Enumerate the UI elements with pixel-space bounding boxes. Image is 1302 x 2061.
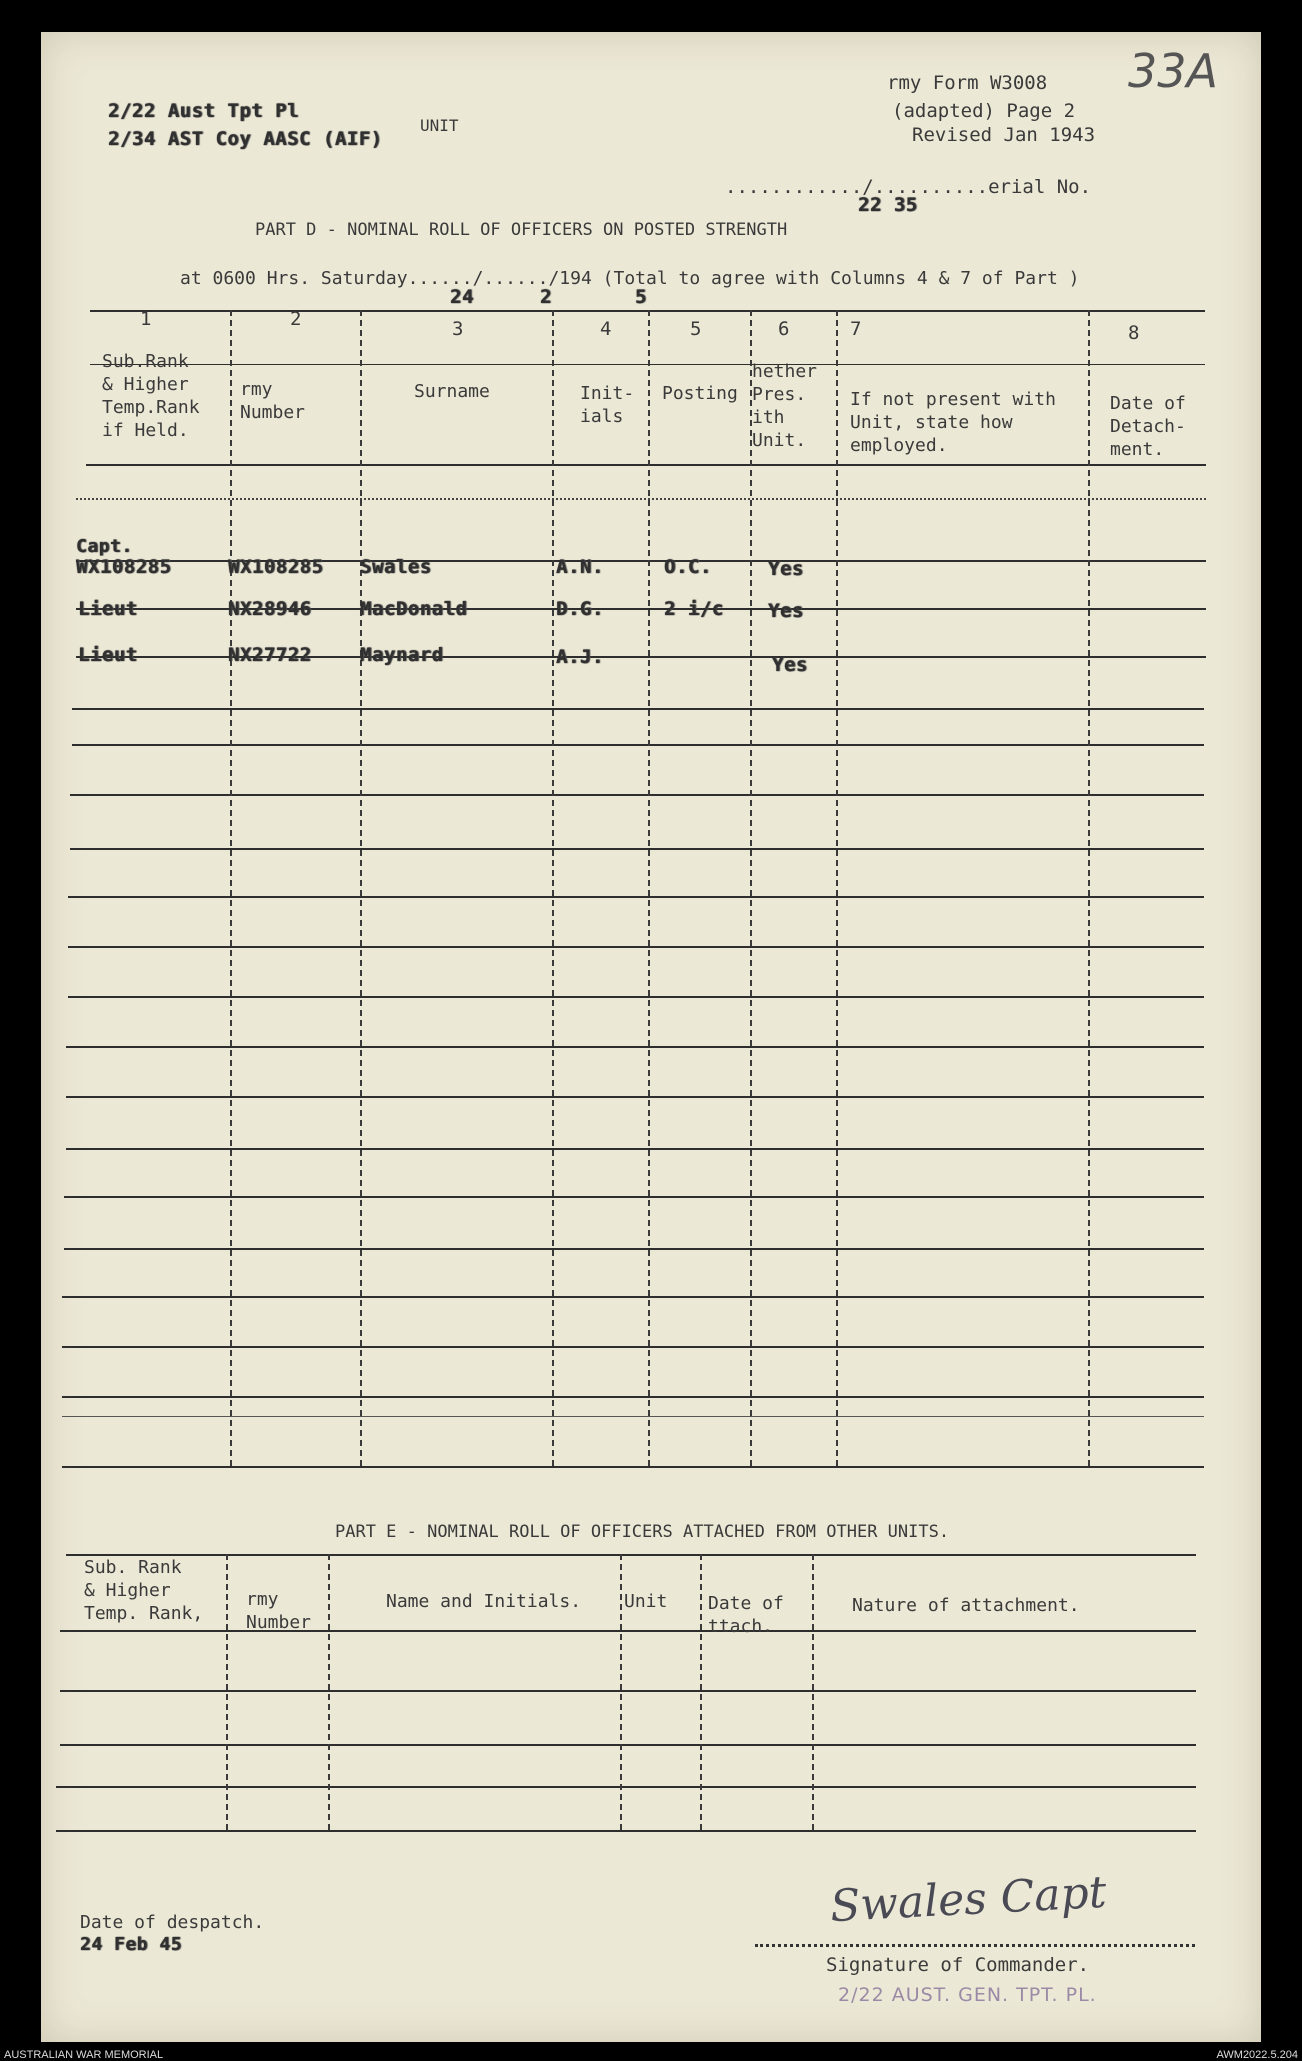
header-employment: If not present with Unit, state how employed. xyxy=(850,389,1056,456)
column-number: 7 xyxy=(850,318,862,340)
table-row-initials: A.N. xyxy=(556,556,604,578)
table-line xyxy=(62,1396,1204,1398)
table-row-initials: A.J. xyxy=(556,646,604,668)
unit-line1: 2/22 Aust Tpt Pl xyxy=(108,100,300,122)
table-line xyxy=(86,464,1206,466)
footer-right: AWM2022.5.204 xyxy=(1216,2049,1298,2061)
table-line xyxy=(66,1554,1196,1556)
table-column-line xyxy=(620,1554,622,1830)
table-line xyxy=(64,1196,1204,1198)
table-row-surname: Swales xyxy=(360,556,432,578)
table-column-line xyxy=(836,310,838,1466)
table-line xyxy=(62,1296,1204,1298)
column-number: 2 xyxy=(290,308,302,330)
table-row-rank: Lieut xyxy=(78,644,138,666)
unit-line2: 2/34 AST Coy AASC (AIF) xyxy=(108,128,383,150)
table-line xyxy=(68,896,1204,898)
table-column-line xyxy=(812,1554,814,1830)
table-row-initials: D.G. xyxy=(556,598,604,620)
table-line xyxy=(60,1690,1196,1692)
column-number: 6 xyxy=(778,318,790,340)
table-column-line xyxy=(360,310,362,1466)
table-row-surname: Maynard xyxy=(360,644,444,666)
column-number: 1 xyxy=(140,308,152,330)
column-number: 5 xyxy=(690,318,702,340)
signature-label: Signature of Commander. xyxy=(826,1954,1090,1976)
table-row-present: Yes xyxy=(772,654,808,676)
header-present: hether Pres. ith Unit. xyxy=(752,361,818,451)
table-line xyxy=(60,1744,1196,1746)
date-year: 5 xyxy=(635,286,647,308)
table-line xyxy=(68,946,1204,948)
table-line xyxy=(62,1466,1204,1468)
table-row-posting: 2 i/c xyxy=(664,598,724,620)
part-e-header-army-number: rmy Number xyxy=(246,1589,312,1633)
part-e-header-rank: Sub. Rank & Higher Temp. Rank, xyxy=(84,1557,204,1624)
header-surname: Surname xyxy=(414,381,490,402)
despatch-label: Date of despatch. xyxy=(80,1912,265,1933)
table-column-line xyxy=(552,310,554,1466)
table-line xyxy=(68,996,1204,998)
header-initials: Init- ials xyxy=(580,383,635,427)
header-rank: Sub.Rank & Higher Temp.Rank if Held. xyxy=(102,351,200,441)
table-column-line xyxy=(226,1554,228,1830)
column-number: 4 xyxy=(600,318,612,340)
table-column-line xyxy=(230,310,232,1466)
date-day: 24 xyxy=(450,286,474,308)
table-column-line xyxy=(648,310,650,1466)
table-line xyxy=(70,848,1204,850)
signature-line xyxy=(755,1944,1195,1947)
table-line xyxy=(60,1630,1196,1632)
archive-number: 33A xyxy=(1128,44,1219,98)
part-e-header-attach-date: Date of ttach. xyxy=(708,1593,784,1637)
footer-left: AUSTRALIAN WAR MEMORIAL xyxy=(4,2049,164,2061)
table-column-line xyxy=(328,1554,330,1830)
table-row-surname: MacDonald xyxy=(360,598,468,620)
part-e-title: PART E - NOMINAL ROLL OF OFFICERS ATTACHED FROM OTHER UNITS. xyxy=(335,1522,950,1542)
table-row-present: Yes xyxy=(768,558,804,580)
table-line xyxy=(66,1148,1204,1150)
table-line xyxy=(66,1046,1204,1048)
signature-scrawl: Swales Capt xyxy=(828,1866,1108,1933)
serial-number-value: 22 35 xyxy=(858,194,918,216)
column-number: 8 xyxy=(1128,322,1140,344)
table-line xyxy=(72,708,1204,710)
table-row-rank: WX108285 xyxy=(76,556,172,578)
table-column-line xyxy=(750,310,752,1466)
despatch-date: 24 Feb 45 xyxy=(80,1934,183,1955)
header-army-number: rmy Number xyxy=(240,379,306,423)
form-reference-line1: rmy Form W3008 xyxy=(887,72,1048,94)
header-posting: Posting xyxy=(662,383,738,404)
table-line xyxy=(76,498,1206,501)
table-row-posting: O.C. xyxy=(664,556,712,578)
table-column-line xyxy=(1088,310,1090,1466)
table-line xyxy=(66,1096,1204,1098)
table-line xyxy=(62,1416,1204,1417)
unit-stamp: 2/22 AUST. GEN. TPT. PL. xyxy=(838,1984,1097,2006)
column-number: 3 xyxy=(452,318,464,340)
part-e-header-unit: Unit xyxy=(624,1591,668,1612)
part-d-subtitle: at 0600 Hrs. Saturday....../....../194 (Total to agree with Columns 4 & 7 of Part ) xyxy=(180,268,1080,289)
table-column-line xyxy=(700,1554,702,1830)
table-row-rank: Lieut xyxy=(78,598,138,620)
table-line xyxy=(56,1830,1196,1832)
table-line xyxy=(64,1248,1204,1250)
table-row-number: NX27722 xyxy=(228,644,312,666)
table-row-present: Yes xyxy=(768,600,804,622)
form-reference-line3: Revised Jan 1943 xyxy=(912,124,1096,146)
part-d-title: PART D - NOMINAL ROLL OF OFFICERS ON POSTED STRENGTH xyxy=(255,220,788,240)
serial-number-line: ............/..........erial No. xyxy=(725,176,1092,198)
header-detachment-date: Date of Detach- ment. xyxy=(1110,393,1186,460)
table-row-number: WX108285 xyxy=(228,556,324,578)
table-line xyxy=(62,1346,1204,1348)
unit-label: UNIT xyxy=(420,116,459,135)
table-line xyxy=(72,744,1204,746)
table-row-number: NX28946 xyxy=(228,598,312,620)
document-page xyxy=(41,32,1261,2042)
date-month: 2 xyxy=(540,286,552,308)
part-e-header-nature: Nature of attachment. xyxy=(852,1595,1080,1616)
table-line xyxy=(70,794,1204,796)
part-e-header-name: Name and Initials. xyxy=(386,1591,582,1612)
form-reference-line2: (adapted) Page 2 xyxy=(892,100,1076,122)
row-rank-prefix: Capt. xyxy=(76,536,133,557)
